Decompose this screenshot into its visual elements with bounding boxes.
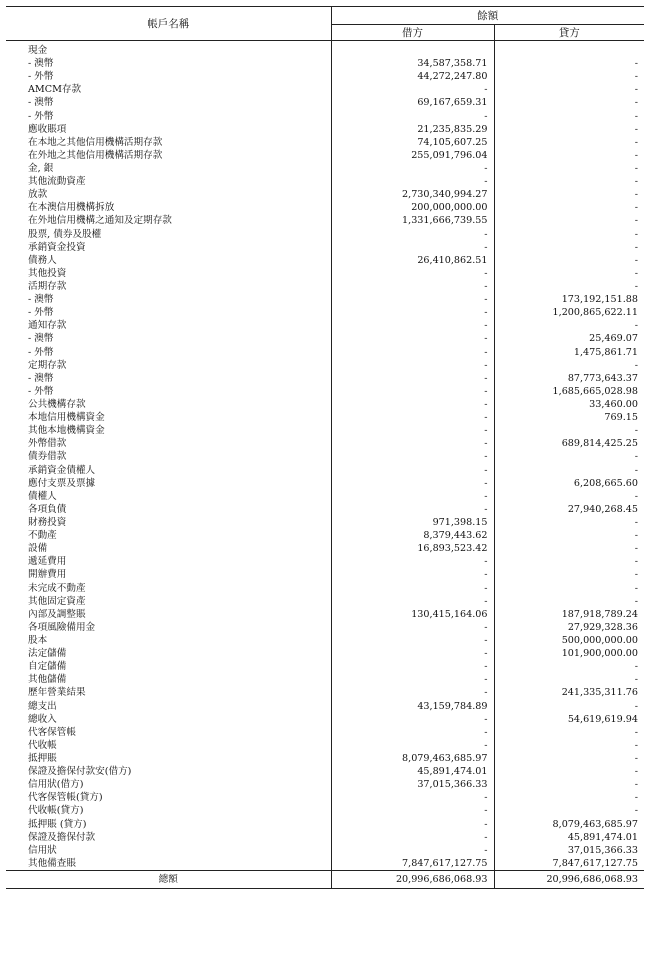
- debit-cell: -: [331, 83, 494, 96]
- account-name-cell: - 外幣: [6, 306, 331, 319]
- account-name-cell: 在本澳信用機構拆放: [6, 201, 331, 214]
- debit-cell: -: [331, 621, 494, 634]
- table-row: [6, 568, 644, 581]
- table-row: [6, 162, 644, 175]
- table-row: [6, 254, 644, 267]
- credit-cell: 241,335,311.76: [561, 687, 638, 699]
- account-name-cell: 活期存款: [6, 280, 331, 293]
- credit-cell: -: [634, 595, 638, 607]
- credit-cell: 500,000,000.00: [561, 634, 638, 646]
- table-row: [6, 542, 644, 555]
- account-name-cell: 財務投資: [6, 516, 331, 529]
- table-row: [6, 673, 644, 686]
- table-row: [6, 844, 644, 857]
- debit-cell: -: [331, 162, 494, 175]
- debit-cell: -: [331, 660, 494, 673]
- trial-balance-sheet: [6, 6, 644, 968]
- debit-cell: 69,167,659.31: [331, 96, 494, 109]
- credit-cell: -: [634, 228, 638, 240]
- credit-cell: -: [634, 739, 638, 751]
- table-row: [6, 372, 644, 385]
- debit-cell: -: [331, 568, 494, 581]
- account-name-cell: 其他儲備: [6, 673, 331, 686]
- credit-cell: -: [634, 451, 638, 463]
- table-row: [6, 306, 644, 319]
- account-name-cell: 總收入: [6, 713, 331, 726]
- debit-cell: -: [331, 464, 494, 477]
- debit-cell: -: [331, 280, 494, 293]
- debit-cell: -: [331, 595, 494, 608]
- account-name-cell: 本地信用機構資金: [6, 411, 331, 424]
- table-row: [6, 660, 644, 673]
- credit-cell: -: [634, 543, 638, 555]
- credit-cell: -: [634, 359, 638, 371]
- table-row: [6, 608, 644, 621]
- credit-cell: 6,208,665.60: [573, 477, 638, 489]
- table-row: [6, 346, 644, 359]
- credit-cell: -: [634, 752, 638, 764]
- trial-balance-table: [6, 6, 644, 889]
- debit-cell: -: [331, 332, 494, 345]
- credit-cell: [494, 41, 644, 58]
- account-name-cell: 公共機構存款: [6, 398, 331, 411]
- debit-cell: 8,379,443.62: [331, 529, 494, 542]
- credit-cell: 689,814,425.25: [561, 438, 638, 450]
- table-row: [6, 791, 644, 804]
- table-row: [6, 686, 644, 699]
- account-name-cell: 不動產: [6, 529, 331, 542]
- account-name-cell: 設備: [6, 542, 331, 555]
- table-row: [6, 359, 644, 372]
- debit-cell: 1,331,666,739.55: [331, 214, 494, 227]
- account-name-cell: 歷年營業結果: [6, 686, 331, 699]
- debit-cell: -: [331, 726, 494, 739]
- table-row: [6, 857, 644, 871]
- credit-cell: -: [634, 149, 638, 161]
- debit-cell: -: [331, 241, 494, 254]
- account-name-cell: 信用狀(借方): [6, 778, 331, 791]
- balance-header: 餘額: [331, 7, 644, 25]
- account-rows: [6, 41, 644, 871]
- account-name-cell: 其他投資: [6, 267, 331, 280]
- table-row: [6, 437, 644, 450]
- account-name-cell: - 澳幣: [6, 57, 331, 70]
- table-row: [6, 765, 644, 778]
- account-name-cell: - 澳幣: [6, 293, 331, 306]
- debit-cell: 16,893,523.42: [331, 542, 494, 555]
- credit-cell: -: [634, 556, 638, 568]
- table-row: [6, 214, 644, 227]
- credit-cell: -: [634, 58, 638, 70]
- total-debit: 20,996,686,068.93: [331, 870, 494, 888]
- total-label: 總額: [6, 870, 331, 888]
- debit-cell: -: [331, 437, 494, 450]
- account-name-cell: 其他本地機構資金: [6, 424, 331, 437]
- table-row: [6, 778, 644, 791]
- table-row: [6, 752, 644, 765]
- debit-cell: -: [331, 555, 494, 568]
- credit-cell: 1,685,665,028.98: [552, 385, 638, 397]
- debit-cell: -: [331, 319, 494, 332]
- account-name-cell: 保證及擔保付款: [6, 831, 331, 844]
- debit-cell: 43,159,784.89: [331, 699, 494, 712]
- account-name-cell: 內部及調整賬: [6, 608, 331, 621]
- table-row: [6, 96, 644, 109]
- debit-cell: -: [331, 503, 494, 516]
- credit-cell: 33,460.00: [589, 399, 638, 410]
- debit-cell: -: [331, 372, 494, 385]
- credit-cell: 25,469.07: [589, 333, 638, 345]
- credit-cell: -: [634, 425, 638, 437]
- debit-cell: -: [331, 844, 494, 857]
- account-name-cell: 其他流動資產: [6, 175, 331, 188]
- table-row: [6, 726, 644, 739]
- account-name-cell: 其他固定資產: [6, 595, 331, 608]
- table-row: [6, 831, 644, 844]
- account-name-cell: 總支出: [6, 699, 331, 712]
- table-row: [6, 477, 644, 490]
- account-name-cell: 抵押賬 (貸方): [6, 817, 331, 830]
- table-row: [6, 110, 644, 123]
- account-name-cell: 各項負債: [6, 503, 331, 516]
- credit-cell: -: [634, 569, 638, 581]
- debit-cell: -: [331, 634, 494, 647]
- table-row: [6, 424, 644, 437]
- account-name-cell: 金, 銀: [6, 162, 331, 175]
- table-row: [6, 490, 644, 503]
- table-row: [6, 516, 644, 529]
- credit-cell: -: [634, 136, 638, 148]
- debit-cell: -: [331, 817, 494, 830]
- account-name-cell: 在外地信用機構之通知及定期存款: [6, 214, 331, 227]
- debit-cell: -: [331, 804, 494, 817]
- credit-cell: -: [634, 464, 638, 476]
- account-name-cell: 未完成不動產: [6, 581, 331, 594]
- table-row: [6, 332, 644, 345]
- debit-cell: -: [331, 346, 494, 359]
- debit-cell: -: [331, 713, 494, 726]
- debit-cell: 34,587,358.71: [331, 57, 494, 70]
- debit-header: 借方: [331, 25, 494, 41]
- credit-cell: 27,940,268.45: [567, 503, 638, 515]
- credit-cell: -: [634, 726, 638, 738]
- credit-cell: -: [634, 779, 638, 791]
- debit-cell: -: [331, 739, 494, 752]
- credit-cell: 1,200,865,622.11: [552, 307, 638, 319]
- credit-cell: -: [634, 71, 638, 83]
- debit-cell: -: [331, 411, 494, 424]
- account-name-cell: 債務人: [6, 254, 331, 267]
- credit-cell: -: [634, 123, 638, 135]
- table-row: [6, 647, 644, 660]
- debit-cell: 971,398.15: [331, 516, 494, 529]
- account-name-cell: 自定儲備: [6, 660, 331, 673]
- table-row: [6, 699, 644, 712]
- debit-cell: -: [331, 673, 494, 686]
- credit-cell: 27,929,328.36: [567, 621, 638, 633]
- credit-cell: -: [634, 202, 638, 214]
- table-row: [6, 634, 644, 647]
- table-row: [6, 136, 644, 149]
- credit-cell: -: [634, 490, 638, 502]
- credit-cell: -: [634, 267, 638, 279]
- account-name-cell: 承銷資金債權人: [6, 464, 331, 477]
- table-row: [6, 241, 644, 254]
- table-row: [6, 149, 644, 162]
- table-row: [6, 83, 644, 96]
- account-name-cell: 債券借款: [6, 450, 331, 463]
- account-name-cell: 代客保管帳(貸方): [6, 791, 331, 804]
- debit-cell: -: [331, 306, 494, 319]
- table-row: [6, 385, 644, 398]
- account-name-cell: 在外地之其他信用機構活期存款: [6, 149, 331, 162]
- table-row: [6, 817, 644, 830]
- credit-cell: 101,900,000.00: [561, 648, 638, 660]
- table-row: [6, 123, 644, 136]
- credit-cell: -: [634, 582, 638, 594]
- credit-cell: -: [634, 766, 638, 778]
- table-row: [6, 201, 644, 214]
- table-row: [6, 464, 644, 477]
- account-name-cell: 債權人: [6, 490, 331, 503]
- debit-cell: -: [331, 581, 494, 594]
- credit-cell: -: [634, 805, 638, 817]
- account-name-cell: 抵押賬: [6, 752, 331, 765]
- table-row: [6, 529, 644, 542]
- debit-cell: 21,235,835.29: [331, 123, 494, 136]
- debit-cell: -: [331, 267, 494, 280]
- debit-cell: -: [331, 175, 494, 188]
- debit-cell: -: [331, 791, 494, 804]
- debit-cell: -: [331, 831, 494, 844]
- debit-cell: 255,091,796.04: [331, 149, 494, 162]
- table-row: [6, 267, 644, 280]
- account-name-cell: - 澳幣: [6, 332, 331, 345]
- credit-cell: -: [634, 189, 638, 201]
- debit-cell: -: [331, 228, 494, 241]
- account-name-cell: 股票, 債券及股權: [6, 228, 331, 241]
- debit-cell: -: [331, 450, 494, 463]
- table-row: [6, 70, 644, 83]
- debit-cell: -: [331, 398, 494, 411]
- debit-cell: -: [331, 477, 494, 490]
- table-row: [6, 57, 644, 70]
- credit-cell: -: [634, 661, 638, 673]
- table-row: [6, 280, 644, 293]
- credit-cell: 54,619,619.94: [567, 713, 638, 725]
- debit-cell: 74,105,607.25: [331, 136, 494, 149]
- credit-cell: -: [634, 241, 638, 253]
- account-name-cell: 代客保管帳: [6, 726, 331, 739]
- account-name-cell: 外幣借款: [6, 437, 331, 450]
- total-row: [6, 870, 644, 888]
- account-name-cell: 通知存款: [6, 319, 331, 332]
- debit-cell: 44,272,247.80: [331, 70, 494, 83]
- debit-cell: -: [331, 686, 494, 699]
- credit-cell: -: [634, 163, 638, 175]
- debit-cell: -: [331, 385, 494, 398]
- table-row: [6, 188, 644, 201]
- table-row: [6, 450, 644, 463]
- account-name-cell: 信用狀: [6, 844, 331, 857]
- account-name-cell: 法定儲備: [6, 647, 331, 660]
- account-name-cell: - 外幣: [6, 110, 331, 123]
- debit-cell: 8,079,463,685.97: [331, 752, 494, 765]
- debit-cell: -: [331, 359, 494, 372]
- table-row: [6, 555, 644, 568]
- credit-cell: -: [634, 792, 638, 804]
- table-row: [6, 804, 644, 817]
- debit-cell: 2,730,340,994.27: [331, 188, 494, 201]
- table-row: [6, 319, 644, 332]
- credit-cell: 37,015,366.33: [567, 844, 638, 856]
- credit-cell: 769.15: [604, 412, 638, 424]
- debit-cell: 130,415,164.06: [331, 608, 494, 621]
- account-name-cell: 其他備查賬: [6, 857, 331, 871]
- credit-cell: 8,079,463,685.97: [552, 818, 638, 830]
- debit-cell: 200,000,000.00: [331, 201, 494, 214]
- credit-cell: 187,918,789.24: [561, 608, 638, 620]
- credit-cell: 1,475,861.71: [573, 346, 638, 358]
- credit-cell: -: [634, 516, 638, 528]
- account-name-cell: 定期存款: [6, 359, 331, 372]
- account-name-cell: AMCM存款: [6, 83, 331, 96]
- account-name-cell: - 澳幣: [6, 96, 331, 109]
- account-name-cell: 代收帳(貸方): [6, 804, 331, 817]
- account-name-cell: 保證及擔保付款安(借方): [6, 765, 331, 778]
- table-row: [6, 739, 644, 752]
- credit-cell: 87,773,643.37: [567, 372, 638, 384]
- credit-cell: -: [634, 281, 638, 293]
- debit-cell: -: [331, 110, 494, 123]
- table-row: [6, 398, 644, 411]
- account-name-cell: - 澳幣: [6, 372, 331, 385]
- debit-cell: -: [331, 293, 494, 306]
- credit-cell: -: [634, 176, 638, 188]
- table-row: [6, 621, 644, 634]
- account-name-cell: 應付支票及票據: [6, 477, 331, 490]
- debit-cell: 37,015,366.33: [331, 778, 494, 791]
- account-name-cell: 放款: [6, 188, 331, 201]
- account-name-cell: - 外幣: [6, 346, 331, 359]
- debit-cell: -: [331, 490, 494, 503]
- debit-cell: [331, 41, 494, 58]
- account-name-cell: 在本地之其他信用機構活期存款: [6, 136, 331, 149]
- table-row: [6, 411, 644, 424]
- table-row: [6, 293, 644, 306]
- debit-cell: 7,847,617,127.75: [331, 857, 494, 871]
- credit-cell: -: [634, 254, 638, 266]
- credit-header: 貸方: [494, 25, 644, 41]
- table-row: [6, 41, 644, 58]
- credit-cell: 7,847,617,127.75: [552, 857, 638, 869]
- table-row: [6, 503, 644, 516]
- debit-cell: 26,410,862.51: [331, 254, 494, 267]
- table-row: [6, 175, 644, 188]
- debit-cell: -: [331, 424, 494, 437]
- credit-cell: -: [634, 215, 638, 227]
- account-name-cell: 股本: [6, 634, 331, 647]
- table-row: [6, 713, 644, 726]
- account-name-cell: 現金: [6, 41, 331, 58]
- credit-cell: 45,891,474.01: [567, 831, 638, 843]
- debit-cell: 45,891,474.01: [331, 765, 494, 778]
- credit-cell: -: [634, 84, 638, 96]
- total-credit: 20,996,686,068.93: [494, 870, 644, 888]
- table-row: [6, 228, 644, 241]
- account-name-cell: - 外幣: [6, 70, 331, 83]
- credit-cell: -: [634, 700, 638, 712]
- credit-cell: -: [634, 530, 638, 542]
- debit-cell: -: [331, 647, 494, 660]
- table-row: [6, 581, 644, 594]
- credit-cell: -: [634, 674, 638, 686]
- table-row: [6, 595, 644, 608]
- credit-cell: -: [634, 320, 638, 332]
- account-name-cell: 應收賬項: [6, 123, 331, 136]
- account-name-header: 帳戶名稱: [6, 7, 331, 41]
- credit-cell: -: [634, 110, 638, 122]
- account-name-cell: 開辦費用: [6, 568, 331, 581]
- account-name-cell: 承銷資金投資: [6, 241, 331, 254]
- credit-cell: 173,192,151.88: [561, 294, 638, 306]
- account-name-cell: 代收帳: [6, 739, 331, 752]
- credit-cell: -: [634, 97, 638, 109]
- account-name-cell: 遞延費用: [6, 555, 331, 568]
- account-name-cell: - 外幣: [6, 385, 331, 398]
- account-name-cell: 各項風險備用金: [6, 621, 331, 634]
